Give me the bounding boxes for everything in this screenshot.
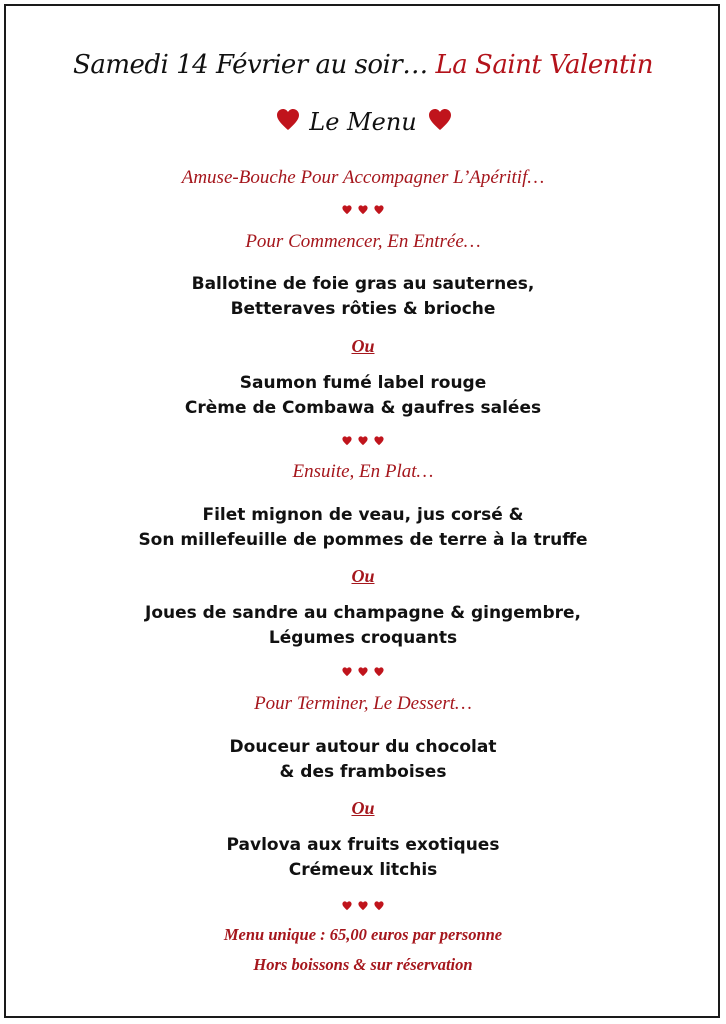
- dish-plat-1-line-1: Filet mignon de veau, jus corsé &: [202, 505, 524, 525]
- header-occasion: La Saint Valentin: [435, 50, 653, 80]
- section-plat: Ensuite, En Plat…: [292, 461, 434, 482]
- heart-icon: [342, 901, 352, 911]
- booking-note: Hors boissons & sur réservation: [253, 955, 473, 974]
- hearts-divider: [0, 202, 726, 220]
- dish-dessert-1-line-2: & des framboises: [279, 762, 447, 782]
- or-separator: Ou: [351, 566, 375, 586]
- dish-entree-1-line-2: Betteraves rôties & brioche: [230, 299, 496, 319]
- section-dessert: Pour Terminer, Le Dessert…: [254, 693, 472, 714]
- hearts-divider: [0, 433, 726, 451]
- heart-icon: [374, 901, 384, 911]
- hearts-divider: [0, 664, 726, 682]
- heart-icon: [374, 667, 384, 677]
- price-line: Menu unique : 65,00 euros par personne: [223, 925, 503, 944]
- heart-icon: [358, 436, 368, 446]
- heart-icon: [342, 667, 352, 677]
- dish-plat-2-line-2: Légumes croquants: [268, 628, 458, 648]
- heart-icon: [342, 436, 352, 446]
- dish-entree-1-line-1: Ballotine de foie gras au sauternes,: [191, 274, 535, 294]
- hearts-divider: [0, 898, 726, 916]
- or-separator: Ou: [351, 336, 375, 356]
- header-date: Samedi 14 Février au soir…: [73, 50, 436, 80]
- heart-icon: [428, 108, 452, 132]
- heart-icon: [358, 205, 368, 215]
- heart-icon: [374, 436, 384, 446]
- dish-plat-2-line-1: Joues de sandre au champagne & gingembre,: [145, 603, 581, 623]
- dish-plat-1-line-2: Son millefeuille de pommes de terre à la truffe: [138, 530, 588, 550]
- heart-icon: [358, 667, 368, 677]
- menu-title: Le Menu: [309, 108, 417, 136]
- header-title: [0, 50, 726, 80]
- heart-icon: [342, 205, 352, 215]
- dish-dessert-2-line-2: Crémeux litchis: [288, 860, 438, 880]
- heart-icon: [358, 901, 368, 911]
- dish-entree-2-line-2: Crème de Combawa & gaufres salées: [184, 398, 542, 418]
- heart-icon: [374, 205, 384, 215]
- section-entree: Pour Commencer, En Entrée…: [245, 231, 481, 252]
- dish-dessert-1-line-1: Douceur autour du chocolat: [229, 737, 497, 757]
- dish-entree-2-line-1: Saumon fumé label rouge: [239, 373, 487, 393]
- or-separator: Ou: [351, 798, 375, 818]
- dish-dessert-2-line-1: Pavlova aux fruits exotiques: [226, 835, 500, 855]
- section-amuse-bouche: Amuse-Bouche Pour Accompagner L’Apéritif…: [181, 167, 545, 188]
